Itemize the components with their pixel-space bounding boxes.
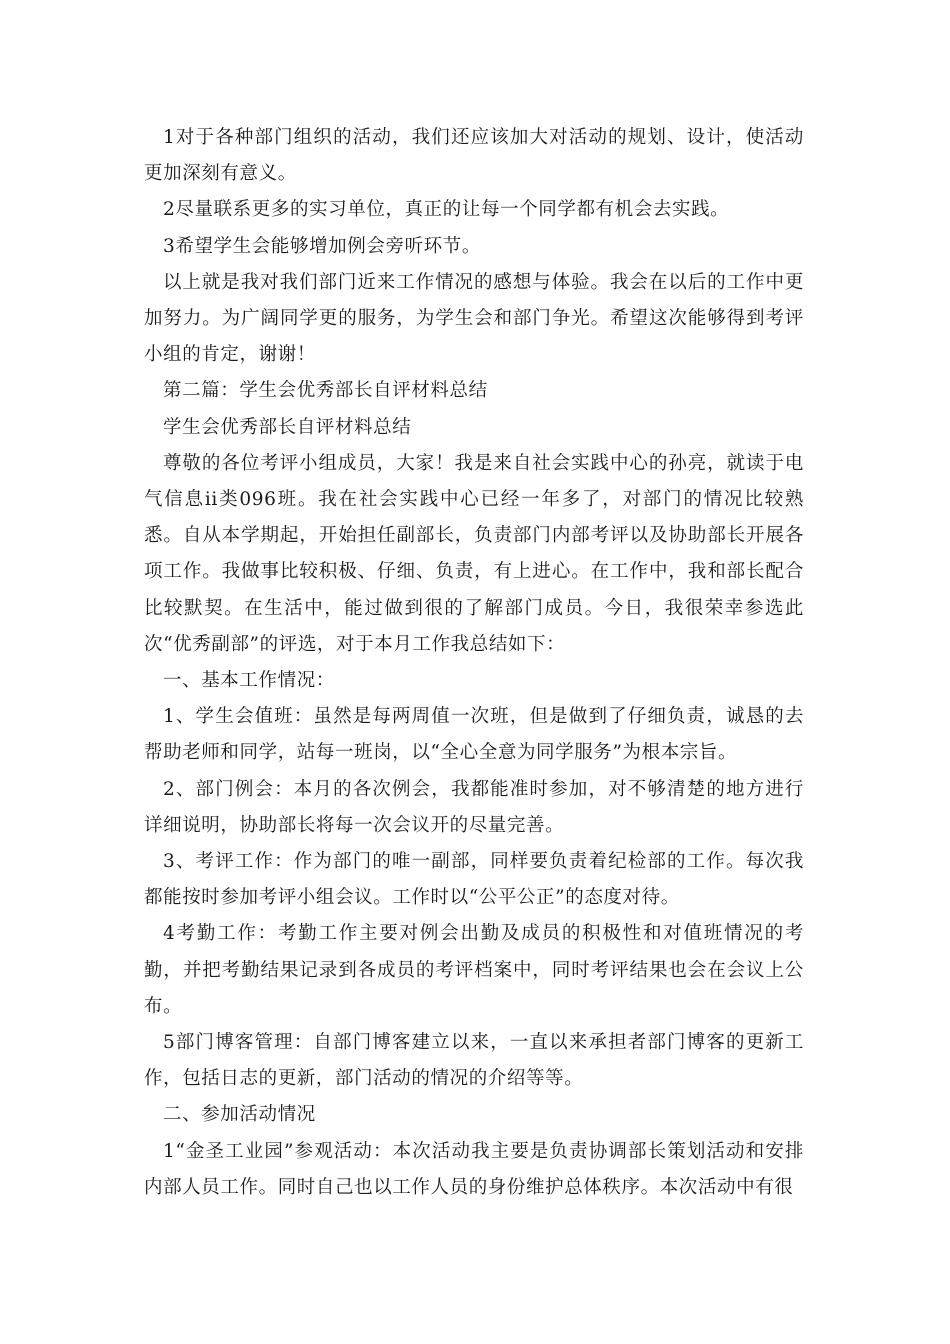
document-title: 学生会优秀部长自评材料总结 [163, 416, 412, 438]
section-heading: 一、基本工作情况： [163, 670, 335, 692]
paragraph: 5部门博客管理：自部门博客建立以来，一直以来承担者部门博客的更新工作，包括日志的更新，部门活动的情况的介绍等等。 [144, 1032, 804, 1090]
paragraph: 2尽量联系更多的实习单位，真正的让每一个同学都有机会去实践。 [163, 199, 730, 221]
paragraph: 4考勤工作：考勤工作主要对例会出勤及成员的积极性和对值班情况的考勤，并把考勤结果记录到各成员的考评档案中，同时考评结果也会在会议上公布。 [144, 923, 804, 1017]
section-heading: 二、参加活动情况 [163, 1104, 316, 1126]
paragraph: 1对于各种部门组织的活动，我们还应该加大对活动的规划、设计，使活动更加深刻有意义。 [144, 127, 804, 185]
paragraph: 1“金圣工业园”参观活动：本次活动我主要是负责协调部长策划活动和安排内部人员工作。同时自己也以工作人员的身份维护总体秩序。本次活动中有很 [144, 1140, 804, 1198]
document-body [144, 120, 804, 1206]
paragraph: 2、部门例会：本月的各次例会，我都能准时参加，对不够清楚的地方进行详细说明，协助部长将每一次会议开的尽量完善。 [144, 778, 804, 836]
paragraph: 1、学生会值班：虽然是每两周值一次班，但是做到了仔细负责，诚恳的去帮助老师和同学，站每一班岗，以“全心全意为同学服务”为根本宗旨。 [144, 706, 804, 764]
paragraph: 3、考评工作：作为部门的唯一副部，同样要负责着纪检部的工作。每次我都能按时参加考评小组会议。工作时以“公平公正”的态度对待。 [144, 851, 804, 909]
paragraph: 尊敬的各位考评小组成员，大家！我是来自社会实践中心的孙亮，就读于电气信息ii类096班。我在社会实践中心已经一年多了，对部门的情况比较熟悉。自从本学期起，开始担任副部长，负责部门内部考评以及协助部长开展各项工作。我做事比较积极、仔细、负责，有上进心。在工作中，我和部长配合比较默契。在生活中，能过做到很的了解部门成员。今日，我很荣幸参选此次“优秀副部”的评选，对于本月工作我总结如下： [144, 452, 804, 655]
paragraph: 3希望学生会能够增加例会旁听环节。 [163, 235, 481, 257]
section-heading: 第二篇：学生会优秀部长自评材料总结 [163, 380, 488, 402]
paragraph: 以上就是我对我们部门近来工作情况的感想与体验。我会在以后的工作中更加努力。为广阔同学更的服务，为学生会和部门争光。希望这次能够得到考评小组的肯定，谢谢！ [144, 271, 804, 366]
